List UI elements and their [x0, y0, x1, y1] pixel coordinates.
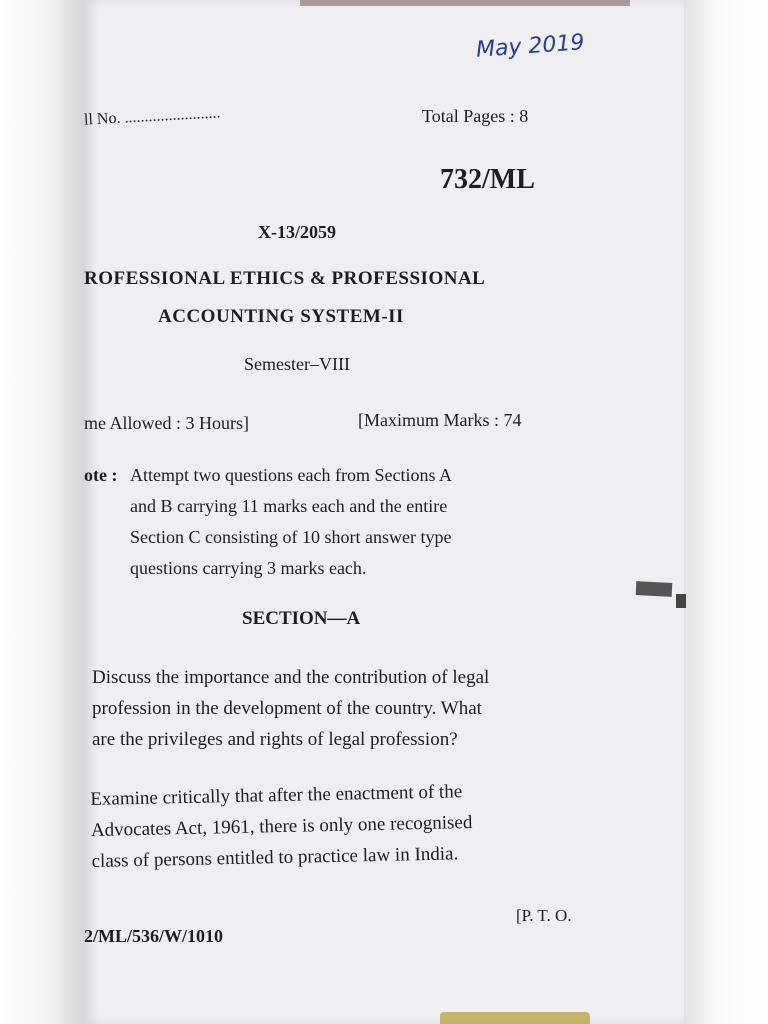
- section-heading: SECTION—A: [242, 608, 361, 629]
- question-line: Examine critically that after the enactment of the: [90, 781, 463, 810]
- top-edge-strip: [300, 0, 630, 6]
- time-allowed: me Allowed : 3 Hours]: [84, 413, 249, 433]
- footer-code: 2/ML/536/W/1010: [84, 926, 223, 946]
- paper-code: 732/ML: [440, 164, 535, 195]
- please-turn-over: [P. T. O.: [516, 906, 572, 925]
- maximum-marks: [Maximum Marks : 74: [358, 410, 522, 430]
- note-line: Attempt two questions each from Sections A: [130, 465, 452, 485]
- note-line: Section C consisting of 10 short answer type: [130, 527, 452, 547]
- handwritten-date: May 2019: [475, 30, 586, 63]
- page-tab-mark-small: [676, 594, 686, 608]
- question-1: [92, 662, 489, 755]
- paper-title-line-1: ROFESSIONAL ETHICS & PROFESSIONAL: [84, 268, 486, 289]
- note-line: questions carrying 3 marks each.: [130, 558, 367, 578]
- note-text: [130, 460, 452, 584]
- background-left: [0, 0, 84, 1024]
- roll-number-field: ll No. ........................: [83, 104, 221, 129]
- question-line: are the privileges and rights of legal profession?: [92, 729, 458, 750]
- question-line: Advocates Act, 1961, there is only one recognised: [90, 812, 473, 841]
- question-2: [90, 776, 473, 877]
- page-tab-mark: [636, 581, 673, 597]
- background-right: [684, 0, 768, 1024]
- note-line: and B carrying 11 marks each and the entire: [130, 496, 448, 516]
- question-line: Discuss the importance and the contribution of legal: [92, 667, 490, 688]
- question-line: profession in the development of the country. What: [92, 698, 482, 719]
- question-line: class of persons entitled to practice law in India.: [91, 843, 459, 872]
- semester: Semester–VIII: [244, 354, 350, 374]
- note-label: ote :: [84, 465, 118, 485]
- paper-title-line-2: ACCOUNTING SYSTEM-II: [158, 306, 404, 327]
- exam-code: X-13/2059: [258, 222, 336, 242]
- bottom-binder-clip: [440, 1012, 590, 1024]
- total-pages: Total Pages : 8: [422, 106, 529, 126]
